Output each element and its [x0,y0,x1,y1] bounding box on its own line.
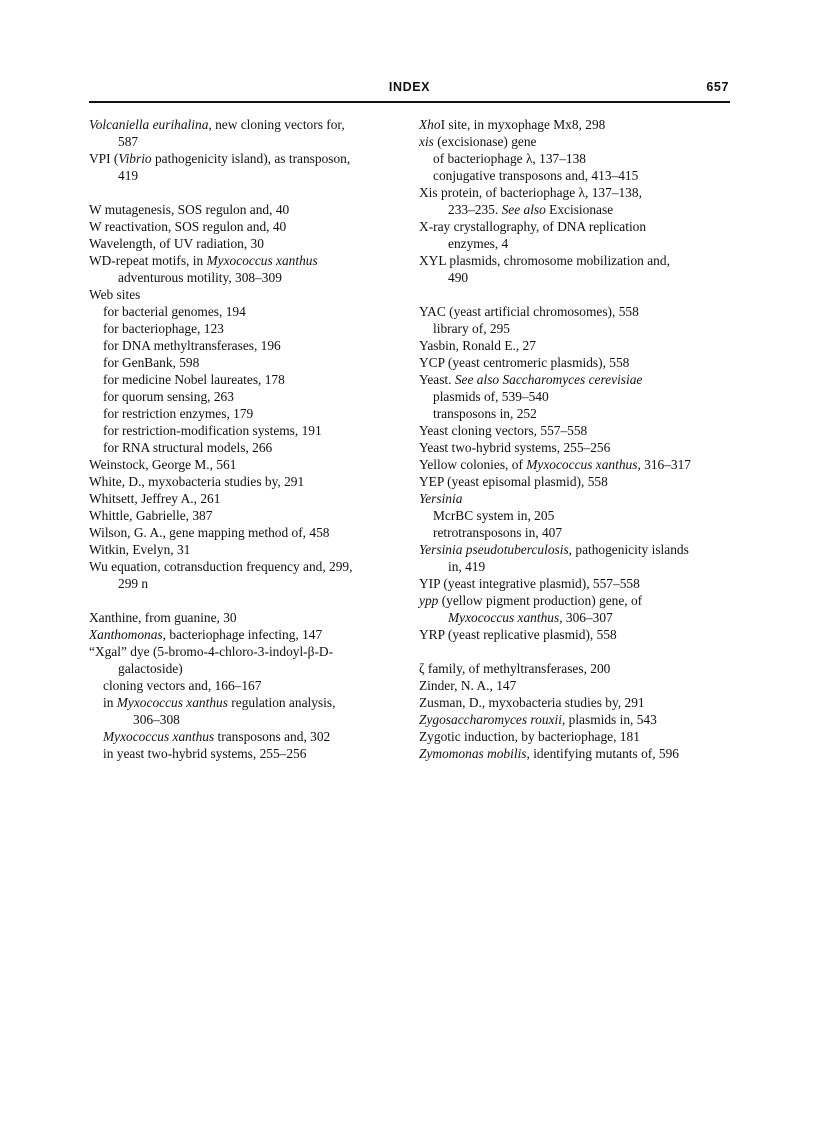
entry-text: 587 [118,134,139,149]
entry-text: White, D., myxobacteria studies by, 291 [89,474,305,489]
index-entry [89,116,401,133]
entry-text: Yersinia pseudotuberculosis [419,542,569,557]
index-subentry [89,354,401,371]
entry-text: 233–235. [448,202,502,217]
index-entry [89,201,401,218]
entry-text: galactoside) [118,661,183,676]
entry-text: in [103,695,117,710]
index-entry [89,490,401,507]
entry-text: Wavelength, of UV radiation, 30 [89,236,264,251]
entry-text: Yeast. [419,372,455,387]
index-entry [419,558,731,575]
index-entry [89,218,401,235]
index-entry [419,218,731,235]
index-entry [419,235,731,252]
entry-text: transposons in, 252 [433,406,537,421]
entry-text: Yeast two-hybrid systems, 255–256 [419,440,611,455]
index-entry [89,252,401,269]
index-entry [419,337,731,354]
entry-text: Zymomonas mobilis [419,746,527,761]
entry-text: 299 n [118,576,149,591]
letter-group-gap [89,592,401,609]
entry-text: Yasbin, Ronald E., 27 [419,338,536,353]
entry-text: ζ family, of methyltransferases, 200 [419,661,611,676]
index-subentry [419,167,731,184]
index-subentry [89,728,401,745]
entry-text: , 316–317 [637,457,691,472]
index-subentry [89,337,401,354]
index-entry [89,524,401,541]
index-subentry [419,507,731,524]
entry-text: (excisionase) gene [433,134,537,149]
entry-text: in, 419 [448,559,486,574]
index-entry [419,422,731,439]
letter-group-gap [419,286,731,303]
index-subentry [89,303,401,320]
entry-text: YEP (yeast episomal plasmid), 558 [419,474,608,489]
index-entry [419,201,731,218]
index-entry [89,473,401,490]
entry-text: Web sites [89,287,141,302]
entry-text: X-ray crystallography, of DNA replication [419,219,647,234]
entry-text: regulation analysis, [227,695,336,710]
index-subentry [419,320,731,337]
entry-text: for GenBank, 598 [103,355,200,370]
entry-text: for restriction enzymes, 179 [103,406,254,421]
entry-text: YCP (yeast centromeric plasmids), 558 [419,355,630,370]
index-subentry [89,711,401,728]
entry-text: 490 [448,270,469,285]
entry-text: YIP (yeast integrative plasmid), 557–558 [419,576,640,591]
index-entry [89,660,401,677]
index-entry [89,133,401,150]
index-entry [89,575,401,592]
entry-text: , new cloning vectors for, [208,117,345,132]
index-entry [89,626,401,643]
index-subentry [89,371,401,388]
entry-text: Zygosaccharomyces rouxii [419,712,562,727]
entry-text: Whitsett, Jeffrey A., 261 [89,491,221,506]
entry-text: Whittle, Gabrielle, 387 [89,508,213,523]
entry-text: W reactivation, SOS regulon and, 40 [89,219,287,234]
entry-text: for medicine Nobel laureates, 178 [103,372,285,387]
index-entry [89,286,401,303]
running-head [89,80,730,98]
page-number: 657 [706,80,729,94]
entry-text: 306–308 [133,712,180,727]
index-subentry [89,745,401,762]
entry-text: for bacterial genomes, 194 [103,304,246,319]
index-entry [419,728,731,745]
entry-text: YAC (yeast artificial chromosomes), 558 [419,304,639,319]
index-subentry [89,320,401,337]
index-entry [89,643,401,660]
entry-text: , 306–307 [559,610,613,625]
entry-text: of bacteriophage λ, 137–138 [433,151,586,166]
index-entry [419,541,731,558]
index-subentry [419,150,731,167]
index-entry [419,575,731,592]
index-entry [89,150,401,167]
entry-text: 419 [118,168,139,183]
entry-text: plasmids of, 539–540 [433,389,549,404]
index-subentry [89,694,401,711]
entry-text: xis [419,134,434,149]
entry-text: , plasmids in, 543 [561,712,657,727]
index-entry [419,660,731,677]
entry-text: library of, 295 [433,321,510,336]
entry-text: for RNA structural models, 266 [103,440,273,455]
index-entry [89,235,401,252]
entry-text: Xho [419,117,441,132]
index-entry [419,133,731,150]
index-entry [419,371,731,388]
index-entry [89,269,401,286]
entry-text: pathogenicity island), as transposon, [151,151,351,166]
entry-text: conjugative transposons and, 413–415 [433,168,639,183]
entry-text: Wilson, G. A., gene mapping method of, 458 [89,525,330,540]
entry-text: Yersinia [419,491,463,506]
entry-text: transposons and, 302 [214,729,331,744]
entry-text: ypp [419,593,439,608]
entry-text: , identifying mutants of, 596 [526,746,680,761]
letter-group-gap [419,643,731,660]
entry-text: VPI ( [89,151,119,166]
entry-text: Myxococcus xanthus [448,610,560,625]
index-column-right [419,116,731,762]
index-entry [419,490,731,507]
index-subentry [419,524,731,541]
index-entry [419,745,731,762]
entry-text: Myxococcus xanthus [103,729,215,744]
entry-text: in yeast two-hybrid systems, 255–256 [103,746,307,761]
index-entry [89,507,401,524]
entry-text: (yellow pigment production) gene, of [438,593,643,608]
entry-text: I site, in myxophage Mx8, 298 [440,117,606,132]
entry-text: enzymes, 4 [448,236,509,251]
entry-text: , pathogenicity islands [568,542,689,557]
entry-text: Xanthine, from guanine, 30 [89,610,237,625]
index-entry [89,456,401,473]
entry-text: Volcaniella eurihalina [89,117,209,132]
entry-text: for bacteriophage, 123 [103,321,224,336]
entry-text: Excisionase [545,202,614,217]
index-subentry [89,422,401,439]
entry-text: Zinder, N. A., 147 [419,678,517,693]
header-rule [89,101,730,103]
entry-text: Vibrio [118,151,152,166]
entry-text: for DNA methyltransferases, 196 [103,338,281,353]
entry-text: WD-repeat motifs, in [89,253,207,268]
entry-text: See also [501,202,546,217]
index-entry [419,354,731,371]
entry-text: Zusman, D., myxobacteria studies by, 291 [419,695,645,710]
index-entry [419,609,731,626]
entry-text: Myxococcus xanthus [116,695,228,710]
index-subentry [89,439,401,456]
entry-text: Myxococcus xanthus [206,253,318,268]
entry-text: cloning vectors and, 166–167 [103,678,262,693]
entry-text: Wu equation, cotransduction frequency and, 299, [89,559,353,574]
entry-text: McrBC system in, 205 [433,508,555,523]
letter-group-gap [89,184,401,201]
index-entry [419,677,731,694]
entry-text: Zygotic induction, by bacteriophage, 181 [419,729,640,744]
index-entry [419,252,731,269]
entry-text: retrotransposons in, 407 [433,525,563,540]
index-entry [89,541,401,558]
index-entry [419,456,731,473]
index-entry [419,694,731,711]
entry-text: YRP (yeast replicative plasmid), 558 [419,627,617,642]
entry-text: Myxococcus xanthus [526,457,638,472]
index-entry [419,303,731,320]
entry-text: Xanthomonas [89,627,163,642]
entry-text: Yellow colonies, of [419,457,527,472]
index-entry [89,558,401,575]
index-subentry [89,405,401,422]
entry-text: “Xgal” dye (5-bromo-4-chloro-3-indoyl-β-D- [89,644,334,659]
index-subentry [89,388,401,405]
index-entry [419,184,731,201]
entry-text: See also Saccharomyces cerevisiae [454,372,643,387]
index-entry [89,609,401,626]
page-title: INDEX [388,80,431,94]
index-subentry [419,405,731,422]
entry-text: , bacteriophage infecting, 147 [162,627,323,642]
index-entry [419,626,731,643]
index-subentry [89,677,401,694]
entry-text: adventurous motility, 308–309 [118,270,282,285]
index-subentry [419,388,731,405]
entry-text: Yeast cloning vectors, 557–558 [419,423,588,438]
index-entry [419,473,731,490]
index-entry [419,592,731,609]
entry-text: for restriction-modification systems, 191 [103,423,322,438]
entry-text: W mutagenesis, SOS regulon and, 40 [89,202,290,217]
index-column-left [89,116,401,762]
index-entry [89,167,401,184]
index-entry [419,116,731,133]
entry-text: XYL plasmids, chromosome mobilization and, [419,253,670,268]
index-entry [419,711,731,728]
entry-text: for quorum sensing, 263 [103,389,234,404]
entry-text: Weinstock, George M., 561 [89,457,237,472]
index-entry [419,269,731,286]
index-entry [419,439,731,456]
entry-text: Xis protein, of bacteriophage λ, 137–138, [419,185,642,200]
entry-text: Witkin, Evelyn, 31 [89,542,191,557]
